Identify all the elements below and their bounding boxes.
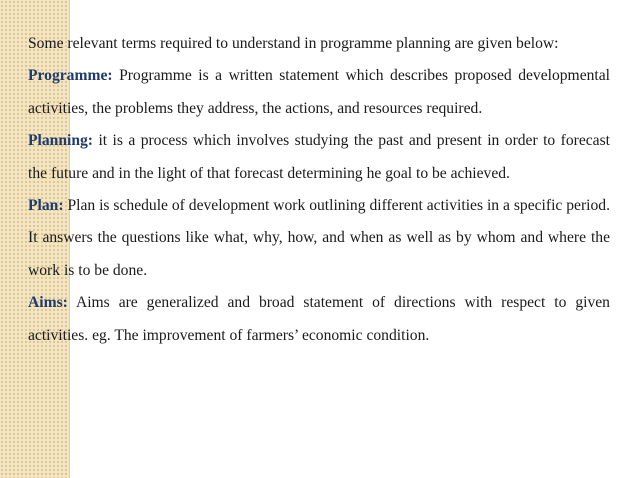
term-aims: Aims: [28,294,68,312]
intro-paragraph: Some relevant terms required to understand in programme planning are given below: [28,35,559,52]
term-programme: Programme: [28,67,113,85]
slide-content [28,28,610,352]
definition-plan-text: Plan is schedule of development work outlining different activities in a specific period. It answers the questions like what, why, how, and when as well as by whom and where the work is to be done. [28,197,610,279]
definition-planning [28,125,610,190]
definition-planning-text: it is a process which involves studying the past and present in order to forecast the future and in the light of that forecast determining he goal to be achieved. [28,132,610,182]
definition-aims [28,287,610,352]
definition-programme-text: Programme is a written statement which describes proposed developmental activities, the problems they address, the actions, and resources required. [28,67,610,117]
definition-programme [28,60,610,125]
definition-plan [28,190,610,287]
term-planning: Planning: [28,132,93,150]
term-plan: Plan: [28,197,64,215]
definition-aims-text: Aims are generalized and broad statement of directions with respect to given activities. eg. The improvement of farmers’ economic condition. [28,294,610,344]
